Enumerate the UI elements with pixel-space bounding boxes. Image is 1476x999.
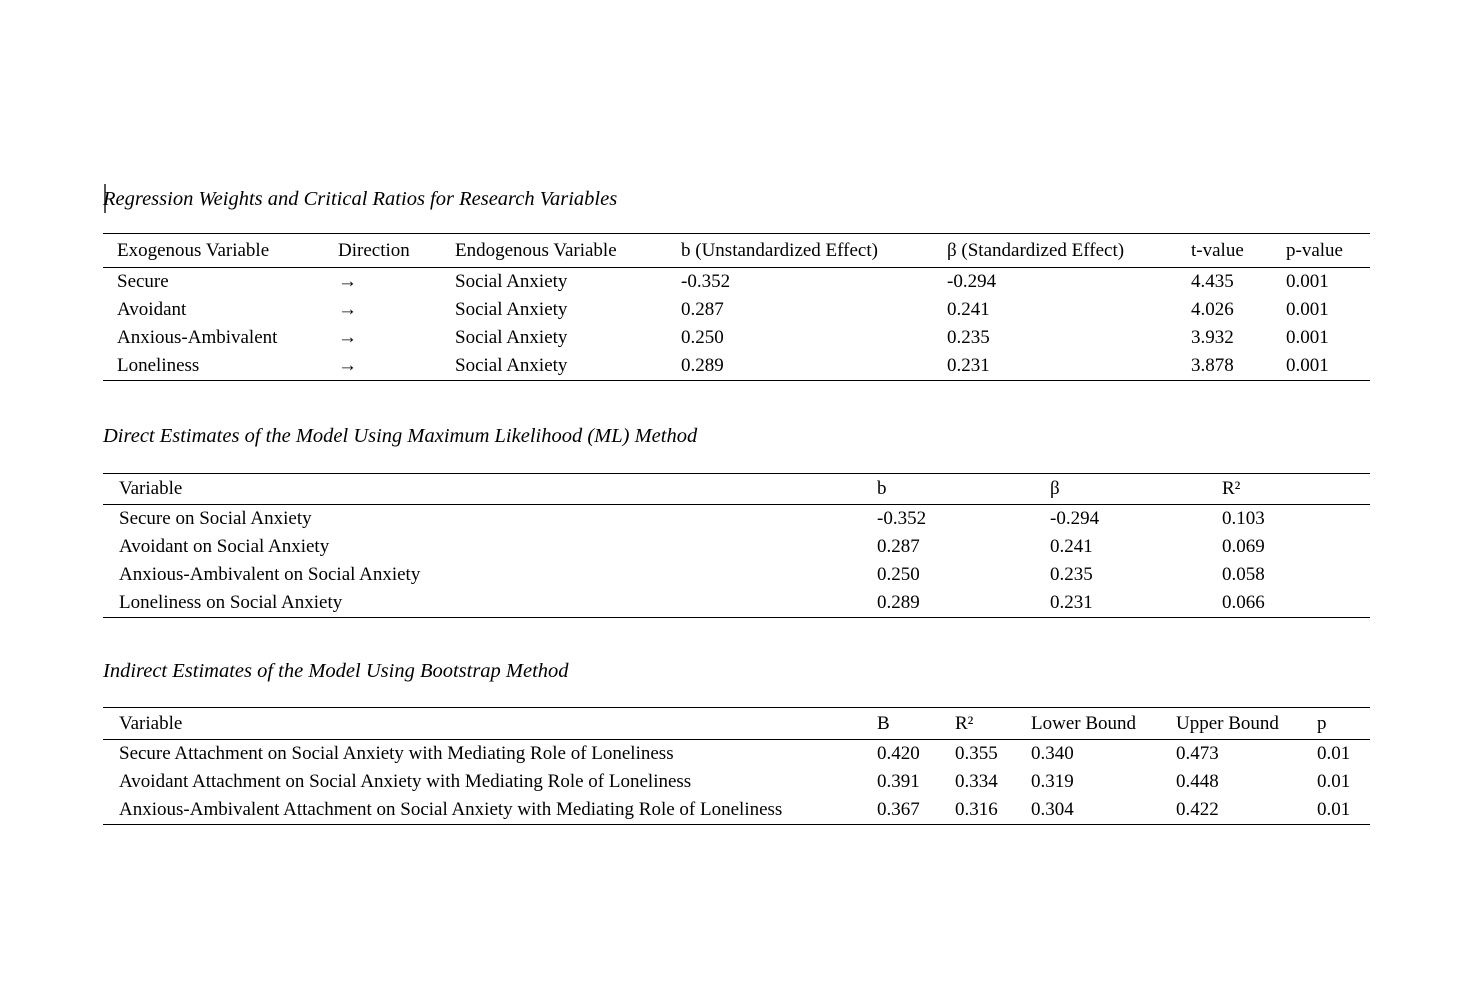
table-cell: 0.355 <box>955 743 998 764</box>
direct-estimates-table <box>103 473 1370 618</box>
table-header-row <box>103 234 1370 268</box>
column-header: Direction <box>324 234 441 268</box>
column-header: Variable <box>103 708 861 740</box>
table-cell: 0.241 <box>947 299 990 320</box>
table-cell: Social Anxiety <box>455 355 568 376</box>
table-row <box>103 589 1370 618</box>
column-header: Lower Bound <box>1015 708 1160 740</box>
table-cell: 0.287 <box>681 299 724 320</box>
column-header: Variable <box>103 474 861 505</box>
table-cell: 0.250 <box>681 327 724 348</box>
table-row <box>103 296 1370 324</box>
table-cell: 0.304 <box>1031 799 1074 820</box>
table-cell: 0.001 <box>1286 271 1329 292</box>
table-cell: 0.235 <box>1050 564 1093 585</box>
table-cell: 0.289 <box>877 592 920 613</box>
table-cell: 0.066 <box>1222 592 1265 613</box>
table-cell: Secure on Social Anxiety <box>119 508 312 529</box>
table-cell: 0.241 <box>1050 536 1093 557</box>
column-header: Exogenous Variable <box>103 234 324 268</box>
table-title-indirect-estimates: Indirect Estimates of the Model Using Bootstrap Method <box>103 660 569 682</box>
table-cell: 0.235 <box>947 327 990 348</box>
table-row <box>103 324 1370 352</box>
table-row <box>103 505 1370 534</box>
table-row <box>103 768 1370 796</box>
table-cell: 0.001 <box>1286 299 1329 320</box>
table-cell: -0.352 <box>681 271 731 292</box>
table-cell: 4.026 <box>1191 299 1234 320</box>
table-cell: 0.103 <box>1222 508 1265 529</box>
table-cell: 4.435 <box>1191 271 1234 292</box>
table-cell: Secure <box>117 271 169 292</box>
table-header-row <box>103 474 1370 505</box>
table-cell: 0.01 <box>1317 799 1351 820</box>
table-cell: 0.473 <box>1176 743 1219 764</box>
column-header: β (Standardized Effect) <box>933 234 1177 268</box>
table-row <box>103 740 1370 769</box>
table-header-row <box>103 708 1370 740</box>
table-row <box>103 561 1370 589</box>
table-cell: Anxious-Ambivalent Attachment on Social Anxiety with Mediating Role of Loneliness <box>119 799 783 820</box>
table-cell: 0.289 <box>681 355 724 376</box>
column-header: p <box>1301 708 1370 740</box>
table-cell: Loneliness <box>117 355 200 376</box>
table-cell: Avoidant <box>117 299 187 320</box>
table-cell: -0.294 <box>1050 508 1100 529</box>
table-row <box>103 796 1370 825</box>
column-header: R² <box>1206 474 1370 505</box>
table-cell: 0.058 <box>1222 564 1265 585</box>
table-cell: → <box>338 355 357 376</box>
table-cell: Anxious-Ambivalent on Social Anxiety <box>119 564 421 585</box>
table-cell: 0.287 <box>877 536 920 557</box>
table-cell: Secure Attachment on Social Anxiety with Mediating Role of Loneliness <box>119 743 674 764</box>
table-row <box>103 533 1370 561</box>
table-cell: 0.001 <box>1286 355 1329 376</box>
table-cell: Social Anxiety <box>455 299 568 320</box>
table-cell: 0.01 <box>1317 743 1351 764</box>
column-header: Upper Bound <box>1160 708 1301 740</box>
table-cell: → <box>338 271 357 292</box>
table-title-direct-estimates: Direct Estimates of the Model Using Maximum Likelihood (ML) Method <box>103 425 698 447</box>
indirect-estimates-table <box>103 707 1370 825</box>
table-cell: 0.334 <box>955 771 998 792</box>
table-cell: 0.069 <box>1222 536 1265 557</box>
column-header: Endogenous Variable <box>441 234 667 268</box>
column-header: t-value <box>1177 234 1272 268</box>
table-cell: -0.352 <box>877 508 927 529</box>
column-header: B <box>861 708 939 740</box>
table-title-regression-weights: Regression Weights and Critical Ratios for Research Variables <box>103 188 618 210</box>
table-cell: Social Anxiety <box>455 327 568 348</box>
column-header: p-value <box>1272 234 1370 268</box>
table-cell: Loneliness on Social Anxiety <box>119 592 343 613</box>
table-cell: 3.878 <box>1191 355 1234 376</box>
table-cell: 0.316 <box>955 799 998 820</box>
table-cell: 0.231 <box>947 355 990 376</box>
table-cell: Avoidant on Social Anxiety <box>119 536 330 557</box>
table-cell: 3.932 <box>1191 327 1234 348</box>
column-header: b <box>861 474 1034 505</box>
table-cell: 0.001 <box>1286 327 1329 348</box>
table-cell: 0.231 <box>1050 592 1093 613</box>
regression-weights-table <box>103 233 1370 381</box>
column-header: R² <box>939 708 1015 740</box>
table-cell: Anxious-Ambivalent <box>117 327 278 348</box>
table-cell: 0.319 <box>1031 771 1074 792</box>
column-header: b (Unstandardized Effect) <box>667 234 933 268</box>
table-cell: 0.01 <box>1317 771 1351 792</box>
table-cell: 0.420 <box>877 743 920 764</box>
table-cell: 0.448 <box>1176 771 1219 792</box>
table-cell: Social Anxiety <box>455 271 568 292</box>
table-cell: 0.250 <box>877 564 920 585</box>
table-cell: → <box>338 299 357 320</box>
table-row <box>103 268 1370 297</box>
column-header: β <box>1034 474 1206 505</box>
table-cell: 0.367 <box>877 799 920 820</box>
table-row <box>103 352 1370 381</box>
table-cell: 0.391 <box>877 771 920 792</box>
table-cell: Avoidant Attachment on Social Anxiety with Mediating Role of Loneliness <box>119 771 692 792</box>
table-cell: -0.294 <box>947 271 997 292</box>
table-cell: 0.422 <box>1176 799 1219 820</box>
table-cell: → <box>338 327 357 348</box>
table-cell: 0.340 <box>1031 743 1074 764</box>
